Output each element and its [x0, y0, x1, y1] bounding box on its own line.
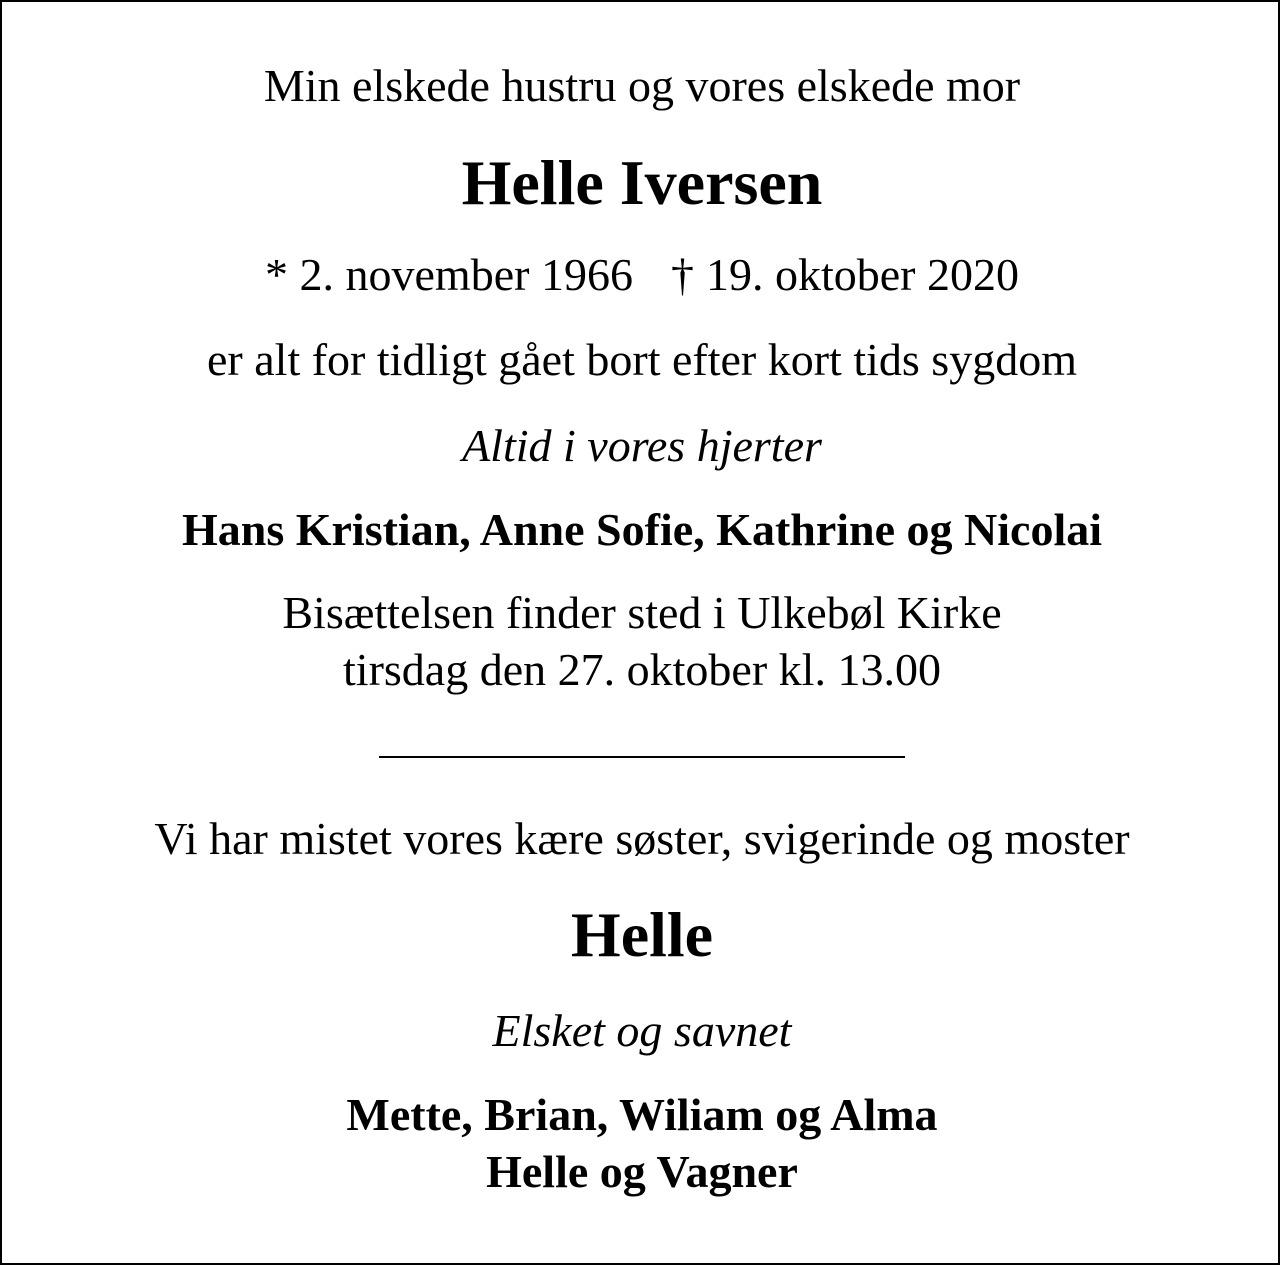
notice2-motto: Elsket og savnet — [492, 1005, 792, 1056]
notice2-family-line1: Mette, Brian, Wiliam og Alma — [346, 1089, 938, 1140]
notice1-intro: Min elskede hustru og vores elskede mor — [263, 60, 1021, 111]
death-date: 19. oktober 2020 — [705, 249, 1019, 300]
notice1-dates — [2, 249, 1280, 300]
notice2-intro: Vi har mistet vores kære søster, svigerinde og moster — [154, 813, 1130, 864]
notice2-name: Helle — [570, 899, 714, 970]
birth-date: * 2. november 1966 — [265, 249, 633, 300]
section-divider — [379, 756, 905, 758]
funeral-location: Bisættelsen finder sted i Ulkebøl Kirke — [282, 587, 1002, 638]
dagger-icon: † — [670, 249, 694, 300]
funeral-time: tirsdag den 27. oktober kl. 13.00 — [343, 644, 941, 695]
notice1-motto: Altid i vores hjerter — [462, 420, 822, 471]
notice1-cause: er alt for tidligt gået bort efter kort tids sygdom — [207, 334, 1077, 385]
notice1-family: Hans Kristian, Anne Sofie, Kathrine og Nicolai — [181, 504, 1103, 555]
notice2-family-line2: Helle og Vagner — [486, 1146, 798, 1197]
notice1-name: Helle Iversen — [461, 147, 823, 218]
